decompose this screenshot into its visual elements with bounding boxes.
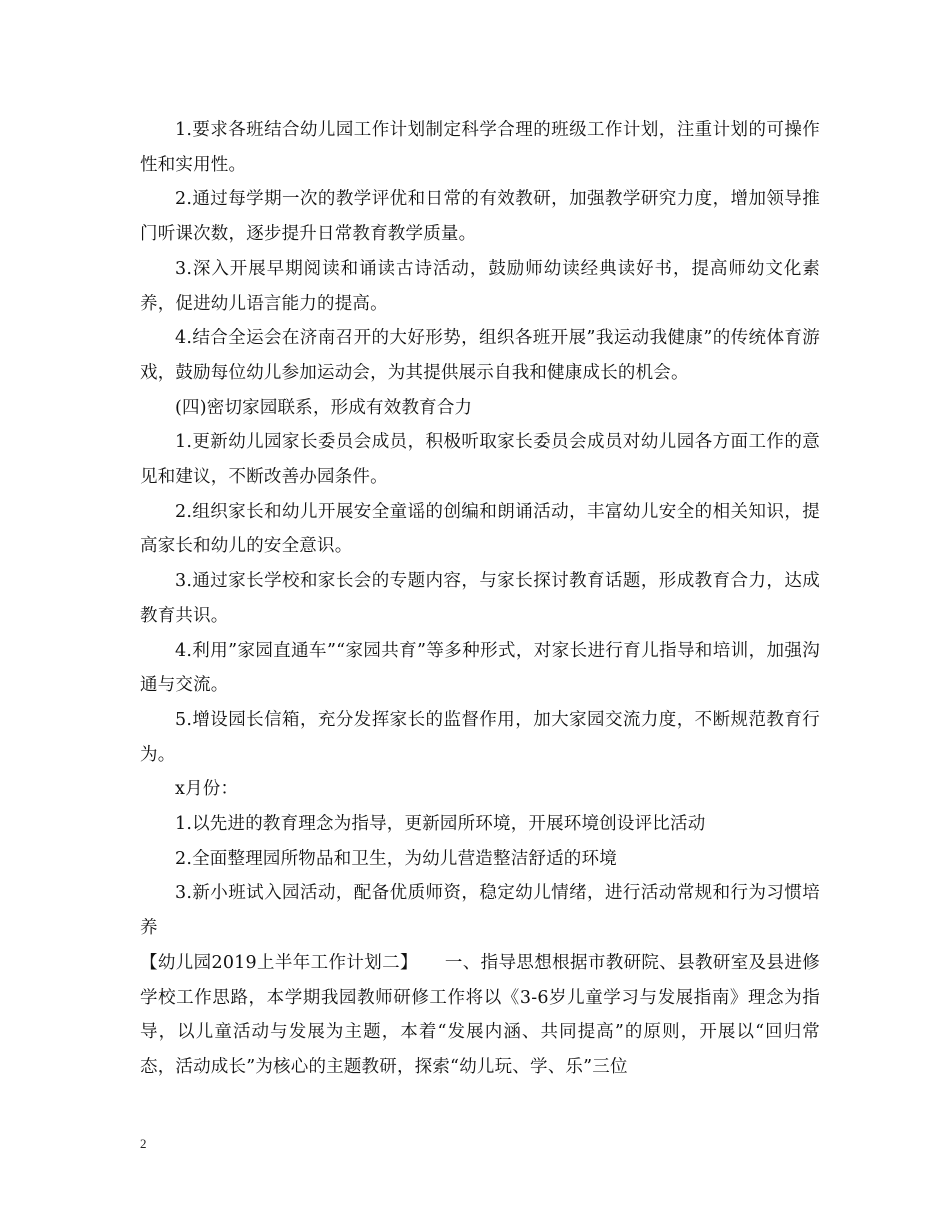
paragraph: 2.组织家长和幼儿开展安全童谣的创编和朗诵活动，丰富幼儿安全的相关知识，提高家长和幼儿的安全意识。	[140, 501, 820, 557]
page-number: 2	[140, 1136, 147, 1151]
paragraph: 4.结合全运会在济南召开的大好形势，组织各班开展”我运动我健康”的传统体育游戏，鼓励每位幼儿参加运动会，为其提供展示自我和健康成长的机会。	[140, 328, 820, 383]
paragraph: 5.增设园长信箱，充分发挥家长的监督作用，加大家园交流力度，不断规范教育行为。	[140, 709, 820, 765]
section-heading: (四)密切家园联系，形成有效教育合力	[175, 397, 473, 418]
paragraph: 3.深入开展早期阅读和诵读古诗活动，鼓励师幼读经典读好书，提高师幼文化素养，促进幼儿语言能力的提高。	[140, 258, 820, 314]
paragraph: 1.更新幼儿园家长委员会成员，积极听取家长委员会成员对幼儿园各方面工作的意见和建议，不断改善办园条件。	[140, 432, 820, 488]
paragraph: 2.全面整理园所物品和卫生，为幼儿营造整洁舒适的环境	[175, 848, 617, 869]
paragraph: 2.通过每学期一次的教学评优和日常的有效教研，加强教学研究力度，增加领导推门听课次数，逐步提升日常教育教学质量。	[140, 189, 820, 245]
paragraph: 3.通过家长学校和家长会的专题内容，与家长探讨教育话题，形成教育合力，达成教育共识。	[140, 571, 820, 626]
month-heading: x月份：	[175, 779, 239, 800]
paragraph: 1.要求各班结合幼儿园工作计划制定科学合理的班级工作计划，注重计划的可操作性和实用性。	[140, 120, 820, 175]
document-body	[140, 113, 820, 1085]
paragraph: 3.新小班试入园活动，配备优质师资，稳定幼儿情绪，进行活动常规和行为习惯培养	[140, 883, 820, 939]
paragraph: 1.以先进的教育理念为指导，更新园所环境，开展环境创设评比活动	[175, 814, 706, 835]
paragraph: 【幼儿园2019上半年工作计划二】 一、指导思想根据市教研院、县教研室及县进修学校工作思路，本学期我园教师研修工作将以《3-6岁儿童学习与发展指南》理念为指导，以儿童活动与发展为主题，本着“发展内涵、共同提高”的原则，开展以“回归常态，活动成长”为核心的主题教研，探索“幼儿玩、学、乐”三位	[140, 952, 820, 1077]
paragraph: 4.利用”家园直通车”“家园共育”等多种形式，对家长进行育儿指导和培训，加强沟通与交流。	[140, 640, 820, 696]
